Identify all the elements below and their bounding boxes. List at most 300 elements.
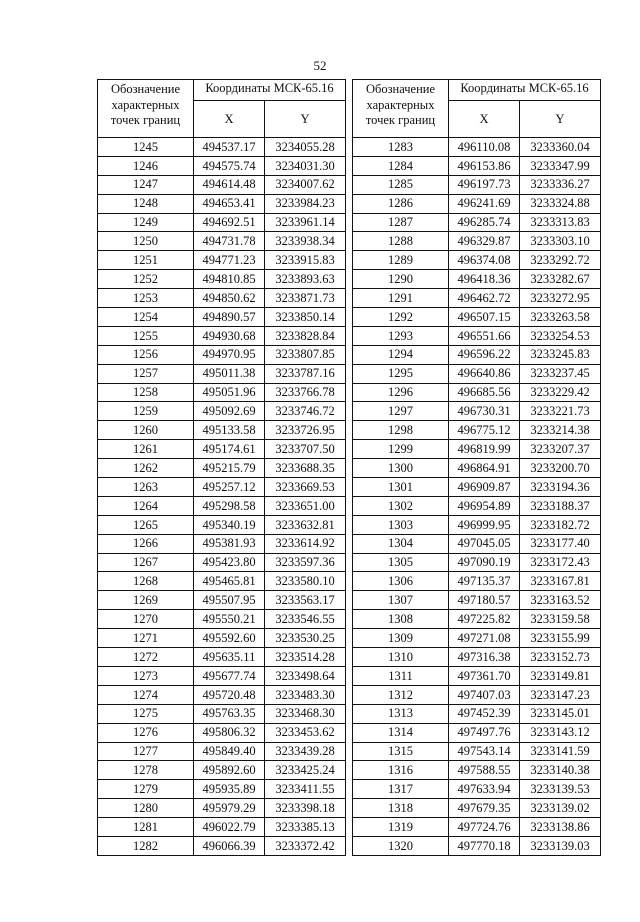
x-coordinate-cell: 494890.57 bbox=[194, 308, 265, 327]
y-coordinate-cell: 3233272.95 bbox=[520, 289, 601, 308]
x-coordinate-cell: 496066.39 bbox=[194, 836, 265, 855]
x-coordinate-cell: 496999.95 bbox=[449, 515, 520, 534]
table-row bbox=[353, 553, 601, 572]
point-id-cell: 1316 bbox=[353, 761, 449, 780]
x-coordinate-cell: 496153.86 bbox=[449, 156, 520, 175]
y-coordinate-cell: 3233282.67 bbox=[520, 270, 601, 289]
point-id-cell: 1258 bbox=[98, 383, 194, 402]
coordinates-table-left bbox=[97, 79, 346, 856]
table-row bbox=[353, 289, 601, 308]
table-row bbox=[353, 610, 601, 629]
x-coordinate-cell: 496329.87 bbox=[449, 232, 520, 251]
point-id-cell: 1308 bbox=[353, 610, 449, 629]
coordinate-tables bbox=[97, 79, 601, 856]
table-row bbox=[353, 421, 601, 440]
table-row bbox=[353, 194, 601, 213]
x-coordinate-cell: 496640.86 bbox=[449, 364, 520, 383]
table-row bbox=[98, 289, 346, 308]
table-row bbox=[98, 553, 346, 572]
x-coordinate-cell: 497180.57 bbox=[449, 591, 520, 610]
point-id-cell: 1298 bbox=[353, 421, 449, 440]
y-coordinate-cell: 3233141.59 bbox=[520, 742, 601, 761]
y-coordinate-cell: 3233546.55 bbox=[265, 610, 346, 629]
y-coordinate-cell: 3233155.99 bbox=[520, 629, 601, 648]
table-row bbox=[98, 515, 346, 534]
x-coordinate-cell: 494731.78 bbox=[194, 232, 265, 251]
y-coordinate-cell: 3233159.58 bbox=[520, 610, 601, 629]
x-column-header: X bbox=[194, 101, 265, 138]
x-coordinate-cell: 495257.12 bbox=[194, 478, 265, 497]
x-coordinate-cell: 494930.68 bbox=[194, 326, 265, 345]
table-row bbox=[353, 270, 601, 289]
y-coordinate-cell: 3233439.28 bbox=[265, 742, 346, 761]
table-row bbox=[98, 742, 346, 761]
x-coordinate-cell: 496909.87 bbox=[449, 478, 520, 497]
table-row bbox=[98, 213, 346, 232]
table-row bbox=[353, 138, 601, 157]
y-coordinate-cell: 3233245.83 bbox=[520, 345, 601, 364]
coords-group-header: Координаты МСК-65.16 bbox=[194, 80, 346, 101]
point-id-cell: 1264 bbox=[98, 496, 194, 515]
y-coordinate-cell: 3233483.30 bbox=[265, 685, 346, 704]
y-coordinate-cell: 3233347.99 bbox=[520, 156, 601, 175]
table-row bbox=[353, 534, 601, 553]
table-row bbox=[353, 364, 601, 383]
y-coordinate-cell: 3233850.14 bbox=[265, 308, 346, 327]
x-coordinate-cell: 496462.72 bbox=[449, 289, 520, 308]
y-coordinate-cell: 3233787.16 bbox=[265, 364, 346, 383]
point-id-cell: 1277 bbox=[98, 742, 194, 761]
y-coordinate-cell: 3233372.42 bbox=[265, 836, 346, 855]
y-coordinate-cell: 3233707.50 bbox=[265, 440, 346, 459]
table-row bbox=[353, 515, 601, 534]
table-row bbox=[98, 704, 346, 723]
x-coordinate-cell: 495011.38 bbox=[194, 364, 265, 383]
y-coordinate-cell: 3233147.23 bbox=[520, 685, 601, 704]
y-coordinate-cell: 3233385.13 bbox=[265, 818, 346, 837]
point-id-cell: 1312 bbox=[353, 685, 449, 704]
table-row bbox=[353, 440, 601, 459]
point-id-cell: 1287 bbox=[353, 213, 449, 232]
designation-header-line-1: Обозначение bbox=[365, 82, 436, 96]
table-row bbox=[98, 799, 346, 818]
table-row bbox=[353, 459, 601, 478]
x-coordinate-cell: 496551.66 bbox=[449, 326, 520, 345]
designation-header-line-3: точек границ bbox=[110, 113, 181, 128]
y-coordinate-cell: 3233411.55 bbox=[265, 780, 346, 799]
point-id-cell: 1249 bbox=[98, 213, 194, 232]
table-row bbox=[353, 799, 601, 818]
point-id-cell: 1280 bbox=[98, 799, 194, 818]
x-coordinate-cell: 495763.35 bbox=[194, 704, 265, 723]
y-coordinate-cell: 3233468.30 bbox=[265, 704, 346, 723]
point-id-cell: 1245 bbox=[98, 138, 194, 157]
point-id-cell: 1301 bbox=[353, 478, 449, 497]
y-coordinate-cell: 3233453.62 bbox=[265, 723, 346, 742]
x-coordinate-cell: 495806.32 bbox=[194, 723, 265, 742]
y-coordinate-cell: 3233828.84 bbox=[265, 326, 346, 345]
y-column-header: Y bbox=[520, 101, 601, 138]
x-coordinate-cell: 497452.39 bbox=[449, 704, 520, 723]
point-id-cell: 1282 bbox=[98, 836, 194, 855]
table-row bbox=[98, 138, 346, 157]
x-coordinate-cell: 496285.74 bbox=[449, 213, 520, 232]
y-coordinate-cell: 3233163.52 bbox=[520, 591, 601, 610]
y-coordinate-cell: 3233688.35 bbox=[265, 459, 346, 478]
x-coordinate-cell: 497225.82 bbox=[449, 610, 520, 629]
coords-group-header: Координаты МСК-65.16 bbox=[449, 80, 601, 101]
table-row bbox=[353, 723, 601, 742]
table-row bbox=[98, 364, 346, 383]
point-id-cell: 1283 bbox=[353, 138, 449, 157]
y-coordinate-cell: 3233200.70 bbox=[520, 459, 601, 478]
point-id-cell: 1290 bbox=[353, 270, 449, 289]
x-coordinate-cell: 495092.69 bbox=[194, 402, 265, 421]
point-id-cell: 1281 bbox=[98, 818, 194, 837]
point-id-cell: 1284 bbox=[353, 156, 449, 175]
point-id-cell: 1319 bbox=[353, 818, 449, 837]
y-coordinate-cell: 3233152.73 bbox=[520, 648, 601, 667]
point-id-cell: 1257 bbox=[98, 364, 194, 383]
y-coordinate-cell: 3233207.37 bbox=[520, 440, 601, 459]
x-coordinate-cell: 496775.12 bbox=[449, 421, 520, 440]
y-coordinate-cell: 3233138.86 bbox=[520, 818, 601, 837]
x-coordinate-cell: 495979.29 bbox=[194, 799, 265, 818]
table-row bbox=[98, 402, 346, 421]
coordinates-table-right bbox=[352, 79, 601, 856]
table-row bbox=[98, 780, 346, 799]
point-id-cell: 1276 bbox=[98, 723, 194, 742]
point-id-cell: 1310 bbox=[353, 648, 449, 667]
y-coordinate-cell: 3233632.81 bbox=[265, 515, 346, 534]
x-coordinate-cell: 496418.36 bbox=[449, 270, 520, 289]
point-id-cell: 1278 bbox=[98, 761, 194, 780]
y-coordinate-cell: 3233263.58 bbox=[520, 308, 601, 327]
point-id-cell: 1295 bbox=[353, 364, 449, 383]
x-coordinate-cell: 496864.91 bbox=[449, 459, 520, 478]
y-coordinate-cell: 3233140.38 bbox=[520, 761, 601, 780]
point-id-cell: 1271 bbox=[98, 629, 194, 648]
x-coordinate-cell: 494850.62 bbox=[194, 289, 265, 308]
table-row bbox=[353, 345, 601, 364]
x-coordinate-cell: 495592.60 bbox=[194, 629, 265, 648]
x-coordinate-cell: 495340.19 bbox=[194, 515, 265, 534]
y-coordinate-cell: 3233143.12 bbox=[520, 723, 601, 742]
table-row bbox=[98, 175, 346, 194]
point-id-cell: 1259 bbox=[98, 402, 194, 421]
table-row bbox=[353, 478, 601, 497]
point-id-cell: 1320 bbox=[353, 836, 449, 855]
y-coordinate-cell: 3233514.28 bbox=[265, 648, 346, 667]
point-id-cell: 1302 bbox=[353, 496, 449, 515]
table-row bbox=[353, 496, 601, 515]
table-row bbox=[353, 572, 601, 591]
point-id-cell: 1279 bbox=[98, 780, 194, 799]
y-coordinate-cell: 3233188.37 bbox=[520, 496, 601, 515]
x-coordinate-cell: 496954.89 bbox=[449, 496, 520, 515]
x-coordinate-cell: 497543.14 bbox=[449, 742, 520, 761]
x-coordinate-cell: 495935.89 bbox=[194, 780, 265, 799]
y-coordinate-cell: 3233580.10 bbox=[265, 572, 346, 591]
table-row bbox=[98, 761, 346, 780]
point-id-cell: 1275 bbox=[98, 704, 194, 723]
y-coordinate-cell: 3233145.01 bbox=[520, 704, 601, 723]
table-row bbox=[98, 383, 346, 402]
point-id-cell: 1291 bbox=[353, 289, 449, 308]
point-id-cell: 1247 bbox=[98, 175, 194, 194]
table-row bbox=[98, 478, 346, 497]
y-coordinate-cell: 3233360.04 bbox=[520, 138, 601, 157]
x-coordinate-cell: 494810.85 bbox=[194, 270, 265, 289]
y-coordinate-cell: 3233871.73 bbox=[265, 289, 346, 308]
table-row bbox=[353, 402, 601, 421]
x-coordinate-cell: 495174.61 bbox=[194, 440, 265, 459]
point-id-cell: 1252 bbox=[98, 270, 194, 289]
y-coordinate-cell: 3233398.18 bbox=[265, 799, 346, 818]
table-row bbox=[98, 345, 346, 364]
y-coordinate-cell: 3233563.17 bbox=[265, 591, 346, 610]
table-row bbox=[98, 251, 346, 270]
y-coordinate-cell: 3233669.53 bbox=[265, 478, 346, 497]
x-coordinate-cell: 497497.76 bbox=[449, 723, 520, 742]
x-coordinate-cell: 495298.58 bbox=[194, 496, 265, 515]
table-row bbox=[98, 572, 346, 591]
x-coordinate-cell: 495381.93 bbox=[194, 534, 265, 553]
designation-header-line-1: Обозначение bbox=[110, 82, 181, 96]
x-coordinate-cell: 497271.08 bbox=[449, 629, 520, 648]
y-coordinate-cell: 3233766.78 bbox=[265, 383, 346, 402]
point-id-cell: 1289 bbox=[353, 251, 449, 270]
table-row bbox=[353, 308, 601, 327]
x-coordinate-cell: 495423.80 bbox=[194, 553, 265, 572]
y-coordinate-cell: 3233214.38 bbox=[520, 421, 601, 440]
point-id-cell: 1251 bbox=[98, 251, 194, 270]
x-coordinate-cell: 497679.35 bbox=[449, 799, 520, 818]
point-id-cell: 1300 bbox=[353, 459, 449, 478]
point-id-cell: 1315 bbox=[353, 742, 449, 761]
table-row bbox=[98, 818, 346, 837]
y-coordinate-cell: 3233303.10 bbox=[520, 232, 601, 251]
table-row bbox=[353, 175, 601, 194]
point-id-cell: 1304 bbox=[353, 534, 449, 553]
point-id-cell: 1288 bbox=[353, 232, 449, 251]
table-row bbox=[98, 685, 346, 704]
right-table-body bbox=[353, 138, 601, 856]
y-coordinate-cell: 3233254.53 bbox=[520, 326, 601, 345]
table-row bbox=[98, 836, 346, 855]
table-row bbox=[98, 156, 346, 175]
designation-header bbox=[98, 80, 194, 138]
x-coordinate-cell: 496507.15 bbox=[449, 308, 520, 327]
y-coordinate-cell: 3233961.14 bbox=[265, 213, 346, 232]
table-row bbox=[98, 459, 346, 478]
table-row bbox=[98, 629, 346, 648]
point-id-cell: 1262 bbox=[98, 459, 194, 478]
x-coordinate-cell: 495133.58 bbox=[194, 421, 265, 440]
y-coordinate-cell: 3233194.36 bbox=[520, 478, 601, 497]
designation-header-line-2: характерных bbox=[366, 97, 435, 112]
x-coordinate-cell: 496819.99 bbox=[449, 440, 520, 459]
x-coordinate-cell: 495507.95 bbox=[194, 591, 265, 610]
table-row bbox=[98, 232, 346, 251]
point-id-cell: 1293 bbox=[353, 326, 449, 345]
y-coordinate-cell: 3233237.45 bbox=[520, 364, 601, 383]
point-id-cell: 1250 bbox=[98, 232, 194, 251]
designation-header-line-2: характерных bbox=[111, 97, 180, 112]
x-coordinate-cell: 495720.48 bbox=[194, 685, 265, 704]
x-coordinate-cell: 497316.38 bbox=[449, 648, 520, 667]
x-coordinate-cell: 495550.21 bbox=[194, 610, 265, 629]
x-coordinate-cell: 496110.08 bbox=[449, 138, 520, 157]
point-id-cell: 1313 bbox=[353, 704, 449, 723]
x-coordinate-cell: 495465.81 bbox=[194, 572, 265, 591]
y-coordinate-cell: 3233177.40 bbox=[520, 534, 601, 553]
point-id-cell: 1261 bbox=[98, 440, 194, 459]
point-id-cell: 1256 bbox=[98, 345, 194, 364]
x-coordinate-cell: 497770.18 bbox=[449, 836, 520, 855]
table-row bbox=[353, 742, 601, 761]
y-coordinate-cell: 3233139.03 bbox=[520, 836, 601, 855]
point-id-cell: 1286 bbox=[353, 194, 449, 213]
table-row bbox=[98, 194, 346, 213]
table-row bbox=[98, 496, 346, 515]
y-coordinate-cell: 3233425.24 bbox=[265, 761, 346, 780]
y-coordinate-cell: 3234031.30 bbox=[265, 156, 346, 175]
x-coordinate-cell: 497633.94 bbox=[449, 780, 520, 799]
x-coordinate-cell: 495635.11 bbox=[194, 648, 265, 667]
x-coordinate-cell: 496685.56 bbox=[449, 383, 520, 402]
x-coordinate-cell: 495892.60 bbox=[194, 761, 265, 780]
x-coordinate-cell: 497090.19 bbox=[449, 553, 520, 572]
point-id-cell: 1294 bbox=[353, 345, 449, 364]
x-coordinate-cell: 496374.08 bbox=[449, 251, 520, 270]
table-row bbox=[98, 534, 346, 553]
x-coordinate-cell: 496241.69 bbox=[449, 194, 520, 213]
y-coordinate-cell: 3233167.81 bbox=[520, 572, 601, 591]
x-coordinate-cell: 497588.55 bbox=[449, 761, 520, 780]
y-coordinate-cell: 3233726.95 bbox=[265, 421, 346, 440]
x-coordinate-cell: 494970.95 bbox=[194, 345, 265, 364]
table-row bbox=[98, 326, 346, 345]
point-id-cell: 1269 bbox=[98, 591, 194, 610]
point-id-cell: 1303 bbox=[353, 515, 449, 534]
table-row bbox=[98, 610, 346, 629]
y-coordinate-cell: 3233292.72 bbox=[520, 251, 601, 270]
x-coordinate-cell: 494771.23 bbox=[194, 251, 265, 270]
y-coordinate-cell: 3233182.72 bbox=[520, 515, 601, 534]
x-coordinate-cell: 495677.74 bbox=[194, 666, 265, 685]
table-row bbox=[353, 213, 601, 232]
point-id-cell: 1309 bbox=[353, 629, 449, 648]
table-row bbox=[353, 591, 601, 610]
table-row bbox=[353, 156, 601, 175]
y-coordinate-cell: 3233498.64 bbox=[265, 666, 346, 685]
table-row bbox=[353, 251, 601, 270]
point-id-cell: 1263 bbox=[98, 478, 194, 497]
y-coordinate-cell: 3233915.83 bbox=[265, 251, 346, 270]
point-id-cell: 1260 bbox=[98, 421, 194, 440]
point-id-cell: 1255 bbox=[98, 326, 194, 345]
y-coordinate-cell: 3233984.23 bbox=[265, 194, 346, 213]
point-id-cell: 1311 bbox=[353, 666, 449, 685]
point-id-cell: 1306 bbox=[353, 572, 449, 591]
y-coordinate-cell: 3234007.62 bbox=[265, 175, 346, 194]
y-coordinate-cell: 3233651.00 bbox=[265, 496, 346, 515]
point-id-cell: 1266 bbox=[98, 534, 194, 553]
y-column-header: Y bbox=[265, 101, 346, 138]
point-id-cell: 1254 bbox=[98, 308, 194, 327]
y-coordinate-cell: 3234055.28 bbox=[265, 138, 346, 157]
table-row bbox=[353, 326, 601, 345]
table-row bbox=[353, 648, 601, 667]
y-coordinate-cell: 3233324.88 bbox=[520, 194, 601, 213]
y-coordinate-cell: 3233313.83 bbox=[520, 213, 601, 232]
point-id-cell: 1305 bbox=[353, 553, 449, 572]
x-coordinate-cell: 496197.73 bbox=[449, 175, 520, 194]
point-id-cell: 1292 bbox=[353, 308, 449, 327]
x-coordinate-cell: 494614.48 bbox=[194, 175, 265, 194]
y-coordinate-cell: 3233139.02 bbox=[520, 799, 601, 818]
table-row bbox=[98, 308, 346, 327]
point-id-cell: 1297 bbox=[353, 402, 449, 421]
y-coordinate-cell: 3233938.34 bbox=[265, 232, 346, 251]
table-row bbox=[98, 666, 346, 685]
y-coordinate-cell: 3233614.92 bbox=[265, 534, 346, 553]
y-coordinate-cell: 3233597.36 bbox=[265, 553, 346, 572]
y-coordinate-cell: 3233229.42 bbox=[520, 383, 601, 402]
y-coordinate-cell: 3233893.63 bbox=[265, 270, 346, 289]
designation-header bbox=[353, 80, 449, 138]
y-coordinate-cell: 3233149.81 bbox=[520, 666, 601, 685]
x-coordinate-cell: 497045.05 bbox=[449, 534, 520, 553]
table-row bbox=[98, 440, 346, 459]
point-id-cell: 1296 bbox=[353, 383, 449, 402]
y-coordinate-cell: 3233746.72 bbox=[265, 402, 346, 421]
y-coordinate-cell: 3233172.43 bbox=[520, 553, 601, 572]
table-row bbox=[353, 761, 601, 780]
x-coordinate-cell: 497724.76 bbox=[449, 818, 520, 837]
y-coordinate-cell: 3233807.85 bbox=[265, 345, 346, 364]
point-id-cell: 1267 bbox=[98, 553, 194, 572]
point-id-cell: 1248 bbox=[98, 194, 194, 213]
page-number: 52 bbox=[313, 58, 327, 73]
x-coordinate-cell: 494653.41 bbox=[194, 194, 265, 213]
table-row bbox=[98, 270, 346, 289]
x-coordinate-cell: 497361.70 bbox=[449, 666, 520, 685]
x-coordinate-cell: 495051.96 bbox=[194, 383, 265, 402]
table-row bbox=[98, 648, 346, 667]
x-coordinate-cell: 496022.79 bbox=[194, 818, 265, 837]
point-id-cell: 1265 bbox=[98, 515, 194, 534]
table-row bbox=[353, 629, 601, 648]
x-coordinate-cell: 495849.40 bbox=[194, 742, 265, 761]
x-coordinate-cell: 496730.31 bbox=[449, 402, 520, 421]
point-id-cell: 1299 bbox=[353, 440, 449, 459]
x-coordinate-cell: 497407.03 bbox=[449, 685, 520, 704]
point-id-cell: 1274 bbox=[98, 685, 194, 704]
x-coordinate-cell: 494575.74 bbox=[194, 156, 265, 175]
x-coordinate-cell: 494537.17 bbox=[194, 138, 265, 157]
table-row bbox=[353, 232, 601, 251]
y-coordinate-cell: 3233530.25 bbox=[265, 629, 346, 648]
table-row bbox=[98, 591, 346, 610]
x-column-header: X bbox=[449, 101, 520, 138]
table-row bbox=[353, 666, 601, 685]
table-row bbox=[98, 421, 346, 440]
point-id-cell: 1246 bbox=[98, 156, 194, 175]
y-coordinate-cell: 3233336.27 bbox=[520, 175, 601, 194]
point-id-cell: 1273 bbox=[98, 666, 194, 685]
